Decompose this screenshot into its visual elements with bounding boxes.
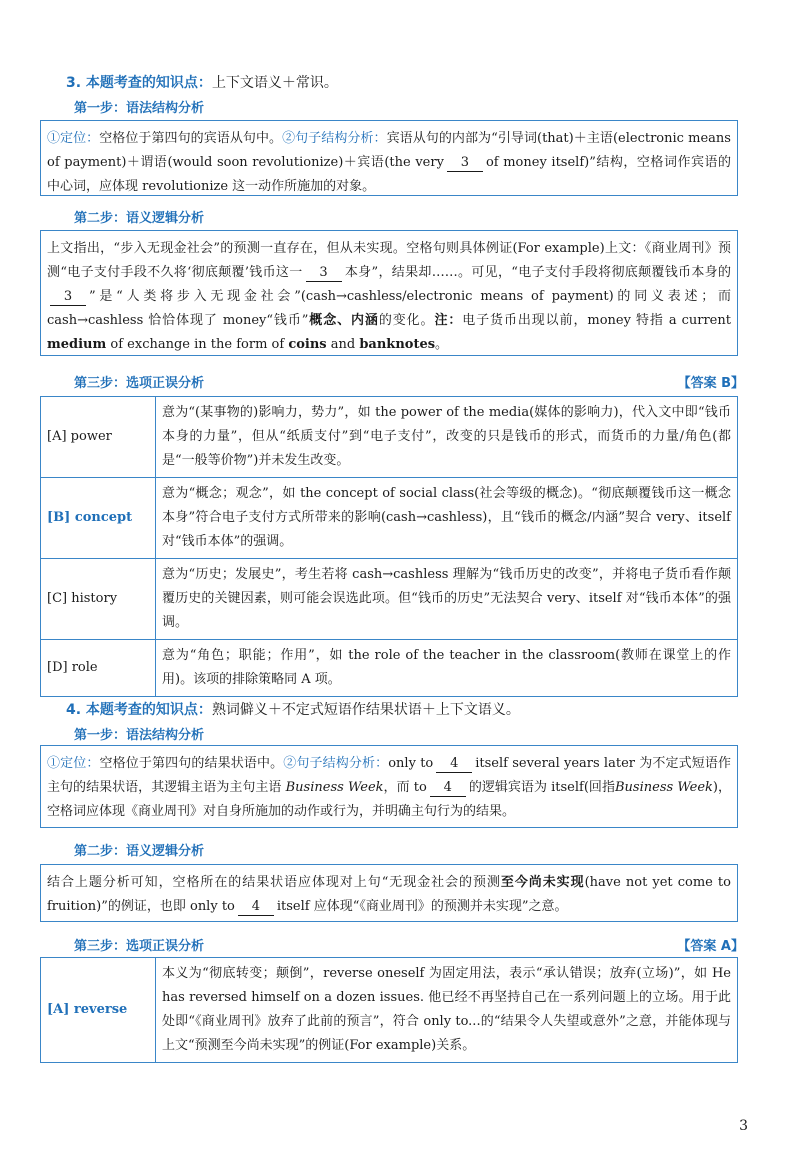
option-label: [C] history bbox=[41, 559, 156, 640]
option-text: 意为“(某事物的)影响力，势力”，如 the power of the media(媒体的影响力)，代入文中即“钱币本身的力量”，但从“纸质支付”到“电子支付”，改变的只是钱币的形式，而货币的力量/角色(都是“一般等价物”)并未发生改变。 bbox=[156, 397, 738, 478]
option-row bbox=[41, 958, 738, 1063]
option-row bbox=[41, 640, 738, 697]
q3-s2-t8: 。 bbox=[435, 337, 449, 352]
q3-step2-box bbox=[40, 230, 738, 356]
q4-header-rest: 熟词僻义＋不定式短语作结果状语＋上下文语义。 bbox=[211, 702, 520, 718]
q3-s2-b5: banknotes bbox=[359, 337, 436, 352]
q4-s1-italic1: Business Week bbox=[285, 780, 384, 795]
q3-s2-b1: 概念、内涵 bbox=[308, 313, 379, 328]
q3-s2-t7: and bbox=[330, 337, 356, 352]
option-text: 意为“角色；职能；作用”，如 the role of the teacher in the classroom(教师在课堂上的作用)。该项的排除策略同 A 项。 bbox=[156, 640, 738, 697]
option-text: 本义为“彻底转变；颠倒”，reverse oneself 为固定用法，表示“承认错误；放弃(立场)”，如 He has reversed himself on a dozen issues. 他已经不再坚持自己在一系列问题上的立场。用于此处即“《商业周刊》放弃了此前的预言”，符合 only to...的“结果令人失望或意外”之意，并能体现与上文“预测至今尚未实现”的例证(For example)关系。 bbox=[156, 958, 738, 1063]
q4-s2-blank: 4 bbox=[238, 899, 274, 916]
q4-answer: 【答案 A】 bbox=[677, 939, 744, 954]
q3-s1-text1: 空格位于第四句的宾语从句中。 bbox=[99, 131, 283, 146]
page-number: 3 bbox=[739, 1118, 748, 1134]
option-label: [A] power bbox=[41, 397, 156, 478]
q4-s1-text4: ，而 to bbox=[383, 780, 427, 795]
q4-s1-text1: 空格位于第四句的结果状语中。 bbox=[99, 756, 284, 771]
q3-s1-key1: ①定位： bbox=[47, 131, 100, 146]
q3-header bbox=[66, 72, 338, 92]
q4-s1-key1: ①定位： bbox=[47, 756, 100, 771]
option-label: [A] reverse bbox=[41, 958, 156, 1063]
q4-s1-blank2: 4 bbox=[430, 780, 466, 797]
q4-step1-title: 第一步：语法结构分析 bbox=[74, 728, 205, 743]
q4-step2-box bbox=[40, 864, 738, 922]
option-row bbox=[41, 478, 738, 559]
q4-step3-title: 第三步：选项正误分析 bbox=[74, 939, 205, 954]
option-label: [D] role bbox=[41, 640, 156, 697]
option-row bbox=[41, 397, 738, 478]
q3-s1-blank: 3 bbox=[447, 155, 483, 172]
q3-step2-title: 第二步：语义逻辑分析 bbox=[74, 211, 205, 226]
q4-s1-italic2: Business Week bbox=[615, 780, 713, 795]
option-label: [B] concept bbox=[41, 478, 156, 559]
q4-s2-b1: 至今尚未实现 bbox=[500, 875, 585, 890]
q3-header-rest: 上下文语义＋常识。 bbox=[211, 75, 338, 91]
q3-s2-t5: 电子货币出现以前，money 特指 a current bbox=[462, 313, 731, 328]
q3-s2-blank1: 3 bbox=[306, 265, 342, 282]
q4-step1-box bbox=[40, 745, 738, 828]
q3-s2-t3: ”是“人类将步入无现金社会”(cash→cashless/electronic means of payment)的同义表述；而 cash→cashless 恰恰体现了 money“钱币” bbox=[47, 289, 731, 328]
q4-s1-text3: itself several years later 为不定式短语作主句的结果状语，其逻辑主语为主句主语 bbox=[47, 756, 731, 795]
option-text: 意为“历史；发展史”，考生若将 cash→cashless 理解为“钱币历史的改变”，并将电子货币看作颠覆历史的关键因素，则可能会误选此项。但“钱币的历史”无法契合 very、itself 对“钱币本体”的强调。 bbox=[156, 559, 738, 640]
q3-s2-t1: 上文指出，“步入无现金社会”的预测一直存在，但从未实现。空格句则具体例证(For example)上文：《商业周刊》预测“电子支付手段不久将‘彻底颠覆’钱币这一 bbox=[47, 241, 731, 280]
q4-options-table bbox=[40, 957, 738, 1063]
q3-s1-key2: ②句子结构分析： bbox=[282, 131, 387, 146]
q4-s2-t2: (have not yet come to fruition)”的例证，也即 only to bbox=[47, 875, 731, 914]
q3-step1-title: 第一步：语法结构分析 bbox=[74, 101, 205, 116]
option-text: 意为“概念；观念”，如 the concept of social class(社会等级的概念)。“彻底颠覆钱币这一概念本身”符合电子支付方式所带来的影响(cash→cashless)，且“钱币的概念/内涵”契合 very、itself 对“钱币本体”的强调。 bbox=[156, 478, 738, 559]
q4-s2-t1: 结合上题分析可知，空格所在的结果状语应体现对上句“无现金社会的预测 bbox=[47, 875, 501, 890]
q3-s2-b2: 注： bbox=[434, 313, 463, 328]
q4-s1-key2: ②句子结构分析： bbox=[283, 756, 389, 771]
q3-s2-blank2: 3 bbox=[50, 289, 86, 306]
option-row bbox=[41, 559, 738, 640]
q4-s1-blank1: 4 bbox=[436, 756, 472, 773]
q3-header-num: 3. 本题考查的知识点： bbox=[66, 75, 212, 91]
q4-step2-title: 第二步：语义逻辑分析 bbox=[74, 844, 205, 859]
q3-answer: 【答案 B】 bbox=[677, 376, 744, 391]
q3-s2-b4: coins bbox=[288, 337, 327, 352]
q4-header bbox=[66, 699, 520, 719]
q4-s1-text5: 的逻辑宾语为 itself(回指 bbox=[468, 780, 615, 795]
q4-s1-text6: )，空格词应体现《商业周刊》对自身所施加的动作或行为，并明确主句行为的结果。 bbox=[47, 780, 731, 819]
q3-s2-t6: of exchange in the form of bbox=[110, 337, 285, 352]
q3-s2-t4: 的变化。 bbox=[378, 313, 435, 328]
q3-options-table bbox=[40, 396, 738, 697]
q3-s1-text3: of money itself)”结构，空格词作宾语的中心词，应体现 revolutionize 这一动作所施加的对象。 bbox=[47, 155, 731, 194]
q4-header-num: 4. 本题考查的知识点： bbox=[66, 702, 212, 718]
q4-s2-t3: itself 应体现“《商业周刊》的预测并未实现”之意。 bbox=[276, 899, 568, 914]
q3-s1-text2: 宾语从句的内部为“引导词(that)＋主语(electronic means of payment)＋谓语(would soon revolutionize)＋宾语(the very bbox=[47, 131, 731, 170]
q3-s2-b3: medium bbox=[47, 337, 107, 352]
q4-s1-text2: only to bbox=[388, 756, 434, 771]
q3-step3-title: 第三步：选项正误分析 bbox=[74, 376, 205, 391]
q3-step1-box bbox=[40, 120, 738, 196]
q3-s2-t2: 本身”，结果却……。可见，“电子支付手段将彻底颠覆钱币本身的 bbox=[344, 265, 731, 280]
